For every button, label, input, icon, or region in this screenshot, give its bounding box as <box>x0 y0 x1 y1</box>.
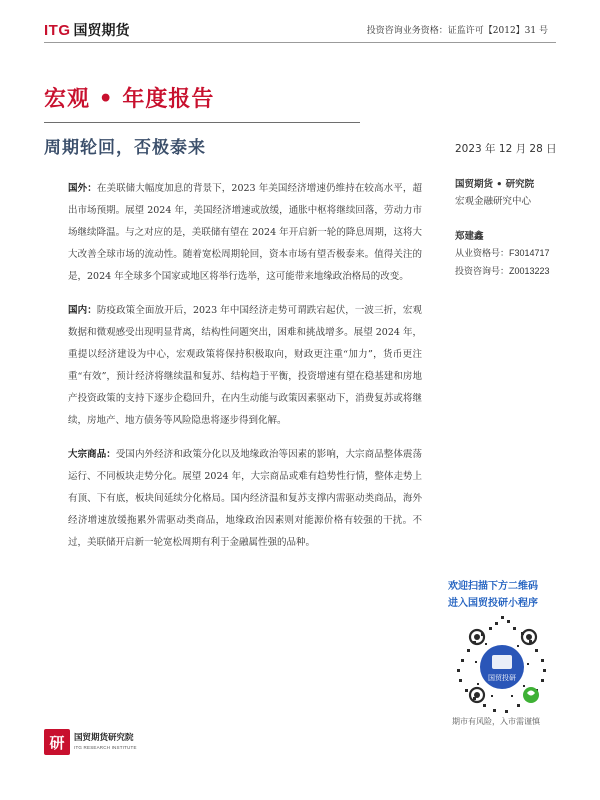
qr-promo-text <box>448 578 558 612</box>
department-name: 宏观金融研究中心 <box>455 196 532 207</box>
header-divider <box>44 42 556 43</box>
advisor-number-row <box>455 263 565 281</box>
footer-name-cn: 国贸期货研究院 <box>74 732 134 743</box>
report-subtitle: 周期轮回，否极泰来 <box>44 138 206 158</box>
cert-label: 从业资格号： <box>455 249 510 259</box>
advisor-number: Z0013223 <box>509 266 550 276</box>
report-type: 宏观 • 年度报告 <box>44 86 215 112</box>
qr-promo-line1: 欢迎扫描下方二维码 <box>448 581 538 592</box>
paragraph-lead: 大宗商品： <box>68 449 116 460</box>
mini-program-qr-code[interactable] <box>447 613 557 721</box>
footer-logo <box>44 729 137 755</box>
paragraph-overseas <box>68 178 422 288</box>
author-sidebar <box>455 176 565 281</box>
paragraph-text: 在美联储大幅度加息的背景下，2023 年美国经济增速仍维持在较高水平，超出市场预期。展望 2024 年，美国经济增速或放缓，通胀中枢将继续回落，劳动力市场继续降温。与之对应的是，美联储有望在 2024 年开启新一轮的降息周期，这将大大改善全球市场的流动性。随着宽松周期轮回，资本市场有望否极泰来。值得关注的是，2024 年全球多个国家或地区将举行选举，这可能带来地缘政治格局的改变。 <box>68 183 422 282</box>
footer-text <box>74 733 137 752</box>
cert-number-row <box>455 245 565 263</box>
license-info: 投资咨询业务资格：证监许可【2012】31 号 <box>366 26 548 36</box>
paragraph-text: 防疫政策全面放开后，2023 年中国经济走势可谓跌宕起伏，一波三折，宏观数据和微观感受出现明显背离，结构性问题突出，困难和挑战增多。展望 2024 年，重提以经济建设为中心，宏观政策将保持积极取向，财政更注重“加力”，货币更注重“有效”，预计经济将继续温和复苏、结构趋于平衡，投资增速有望在稳基建和房地产投资政策的支持下逐步企稳回升，在内生动能与政策因素驱动下，消费复苏或将继续，房地产、地方债务等风险隐患将逐步得到化解。 <box>68 305 422 426</box>
footer-name-en: ITG RESEARCH INSTITUTE <box>74 744 137 750</box>
paragraph-text: 受国内外经济和政策分化以及地缘政治等因素的影响，大宗商品整体震荡运行、不同板块走势分化。展望 2024 年，大宗商品或难有趋势性行情，整体走势上有顶、下有底，板块间延续分化格局。国内经济温和复苏支撑内需驱动类商品，海外经济增速放缓拖累外需驱动类商品，地缘政治因素则对能源价格有较强的干扰。不过，美联储开启新一轮宽松周期有利于金融属性强的品种。 <box>68 449 422 548</box>
paragraph-commodities <box>68 444 422 554</box>
report-body <box>68 178 422 566</box>
qr-code-graphic <box>447 613 557 721</box>
paragraph-lead: 国外： <box>68 183 97 194</box>
author-name: 郑建鑫 <box>455 231 484 242</box>
institute-name: 国贸期货 • 研究院 <box>455 179 535 190</box>
logo-latin: ITG <box>44 21 71 39</box>
advisor-label: 投资咨询号： <box>455 267 510 277</box>
report-date: 2023 年 12 月 28 日 <box>455 143 557 155</box>
company-logo <box>44 20 130 40</box>
paragraph-domestic <box>68 300 422 432</box>
qr-center-logo-icon <box>492 655 512 669</box>
qr-center-logo-label: 国贸投研 <box>488 674 516 682</box>
risk-warning: 期市有风险，入市需谨慎 <box>452 717 540 726</box>
paragraph-lead: 国内： <box>68 305 97 316</box>
qr-promo-line2: 进入国贸投研小程序 <box>448 598 538 609</box>
logo-chinese: 国贸期货 <box>73 23 130 39</box>
cert-number: F3014717 <box>509 248 550 258</box>
research-mark-icon: 研 <box>44 729 70 755</box>
title-divider <box>44 122 360 123</box>
